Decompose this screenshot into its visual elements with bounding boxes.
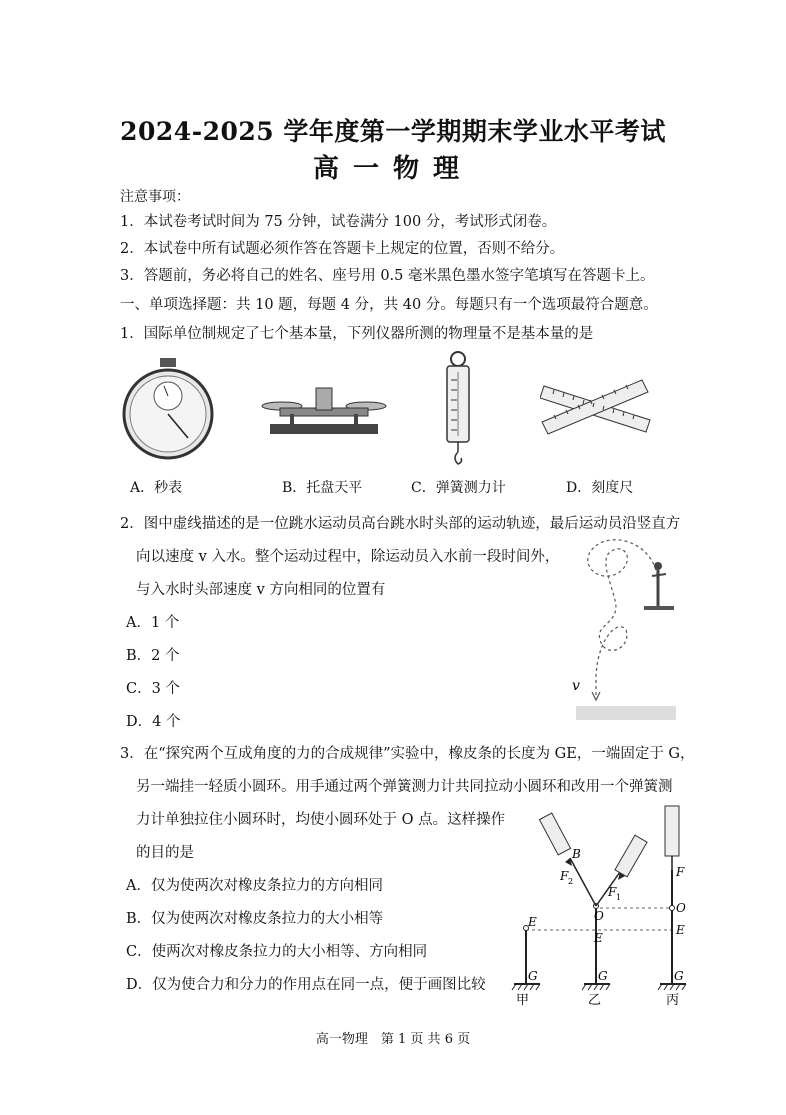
note-item-2: 2．本试卷中所有试题必须作答在答题卡上规定的位置，否则不给分。	[120, 241, 565, 257]
q1-stem: 1．国际单位制规定了七个基本量，下列仪器所测的物理量不是基本量的是	[120, 326, 594, 342]
q3-option-a: A．仅为使两次对橡皮条拉力的方向相同	[126, 878, 383, 894]
bing-e-label: E	[676, 923, 685, 937]
notes-heading: 注意事项：	[120, 189, 190, 205]
stopwatch-figure	[118, 356, 218, 460]
q2-option-b: B．2 个	[126, 648, 180, 664]
q1-option-b: B．托盘天平	[282, 480, 363, 496]
q3-option-b: B．仅为使两次对橡皮条拉力的大小相等	[126, 911, 384, 927]
yi-f2-sub: 2	[568, 877, 574, 886]
q2-stem-line-1: 2．图中虚线描述的是一位跳水运动员高台跳水时头部的运动轨迹，最后运动员沿竖直方	[120, 516, 681, 532]
ruler-figure	[540, 372, 658, 450]
exam-title: 2024-2025 学年度第一学期期末学业水平考试	[120, 117, 666, 146]
q3-stem-line-1: 3．在“探究两个互成角度的力的合成规律”实验中，橡皮条的长度为 GE，一端固定于 G，	[120, 746, 695, 762]
q1-option-a: A．秒表	[130, 480, 183, 496]
note-item-3: 3．答题前，务必将自己的姓名、座号用 0.5 毫米黑色墨水签字笔填写在答题卡上。	[120, 268, 655, 284]
yi-g-label: G	[598, 969, 608, 983]
q3-stem-line-2: 另一端挂一轻质小圆环。用手通过两个弹簧测力计共同拉动小圆环和改用一个弹簧测	[136, 779, 673, 795]
yi-f1-label: F	[608, 885, 617, 899]
jia-label: 甲	[516, 993, 530, 1008]
note-item-1: 1．本试卷考试时间为 75 分钟，试卷满分 100 分，考试形式闭卷。	[120, 214, 557, 230]
q2-stem-line-3: 与入水时头部速度 v 方向相同的位置有	[136, 582, 386, 598]
yi-label: 乙	[588, 993, 602, 1008]
q3-option-d: D．仅为使合力和分力的作用点在同一点，便于画图比较	[126, 977, 486, 993]
page-footer: 高一物理 第 1 页 共 6 页	[315, 1032, 471, 1047]
yi-f1-sub: 1	[616, 893, 622, 902]
jia-e-label: E	[528, 915, 537, 929]
bing-o-label: O	[676, 901, 686, 915]
section-heading: 一、单项选择题：共 10 题，每题 4 分，共 40 分。每题只有一个选项最符合题意。	[120, 297, 658, 313]
q2-option-c: C．3 个	[126, 681, 180, 697]
yi-o-label: O	[594, 909, 604, 923]
q1-option-c: C．弹簧测力计	[411, 480, 506, 496]
q3-stem-line-4: 的目的是	[136, 845, 194, 861]
bing-label: 丙	[666, 993, 680, 1008]
yi-e-label: E	[594, 931, 603, 945]
jia-g-label: G	[528, 969, 538, 983]
q3-stem-line-3: 力计单独拉住小圆环时，均使小圆环处于 O 点。这样操作	[136, 812, 506, 828]
q2-option-d: D．4 个	[126, 714, 181, 730]
diver-trajectory-figure	[566, 530, 686, 722]
q1-option-d: D．刻度尺	[566, 480, 634, 496]
subject-title: 高一物理	[312, 154, 473, 184]
yi-f2-label: F	[560, 869, 569, 883]
balance-figure	[260, 380, 388, 440]
q2-option-a: A．1 个	[126, 615, 180, 631]
bing-g-label: G	[674, 969, 684, 983]
bing-f-label: F	[676, 865, 685, 879]
force-experiment-figure	[506, 800, 702, 1012]
yi-b-label: B	[572, 847, 581, 861]
q2-v-label: v	[572, 678, 580, 694]
spring-scale-figure	[440, 350, 476, 470]
q2-stem-line-2: 向以速度 v 入水。整个运动过程中，除运动员入水前一段时间外，	[136, 549, 560, 565]
q3-option-c: C．使两次对橡皮条拉力的大小相等、方向相同	[126, 944, 428, 960]
